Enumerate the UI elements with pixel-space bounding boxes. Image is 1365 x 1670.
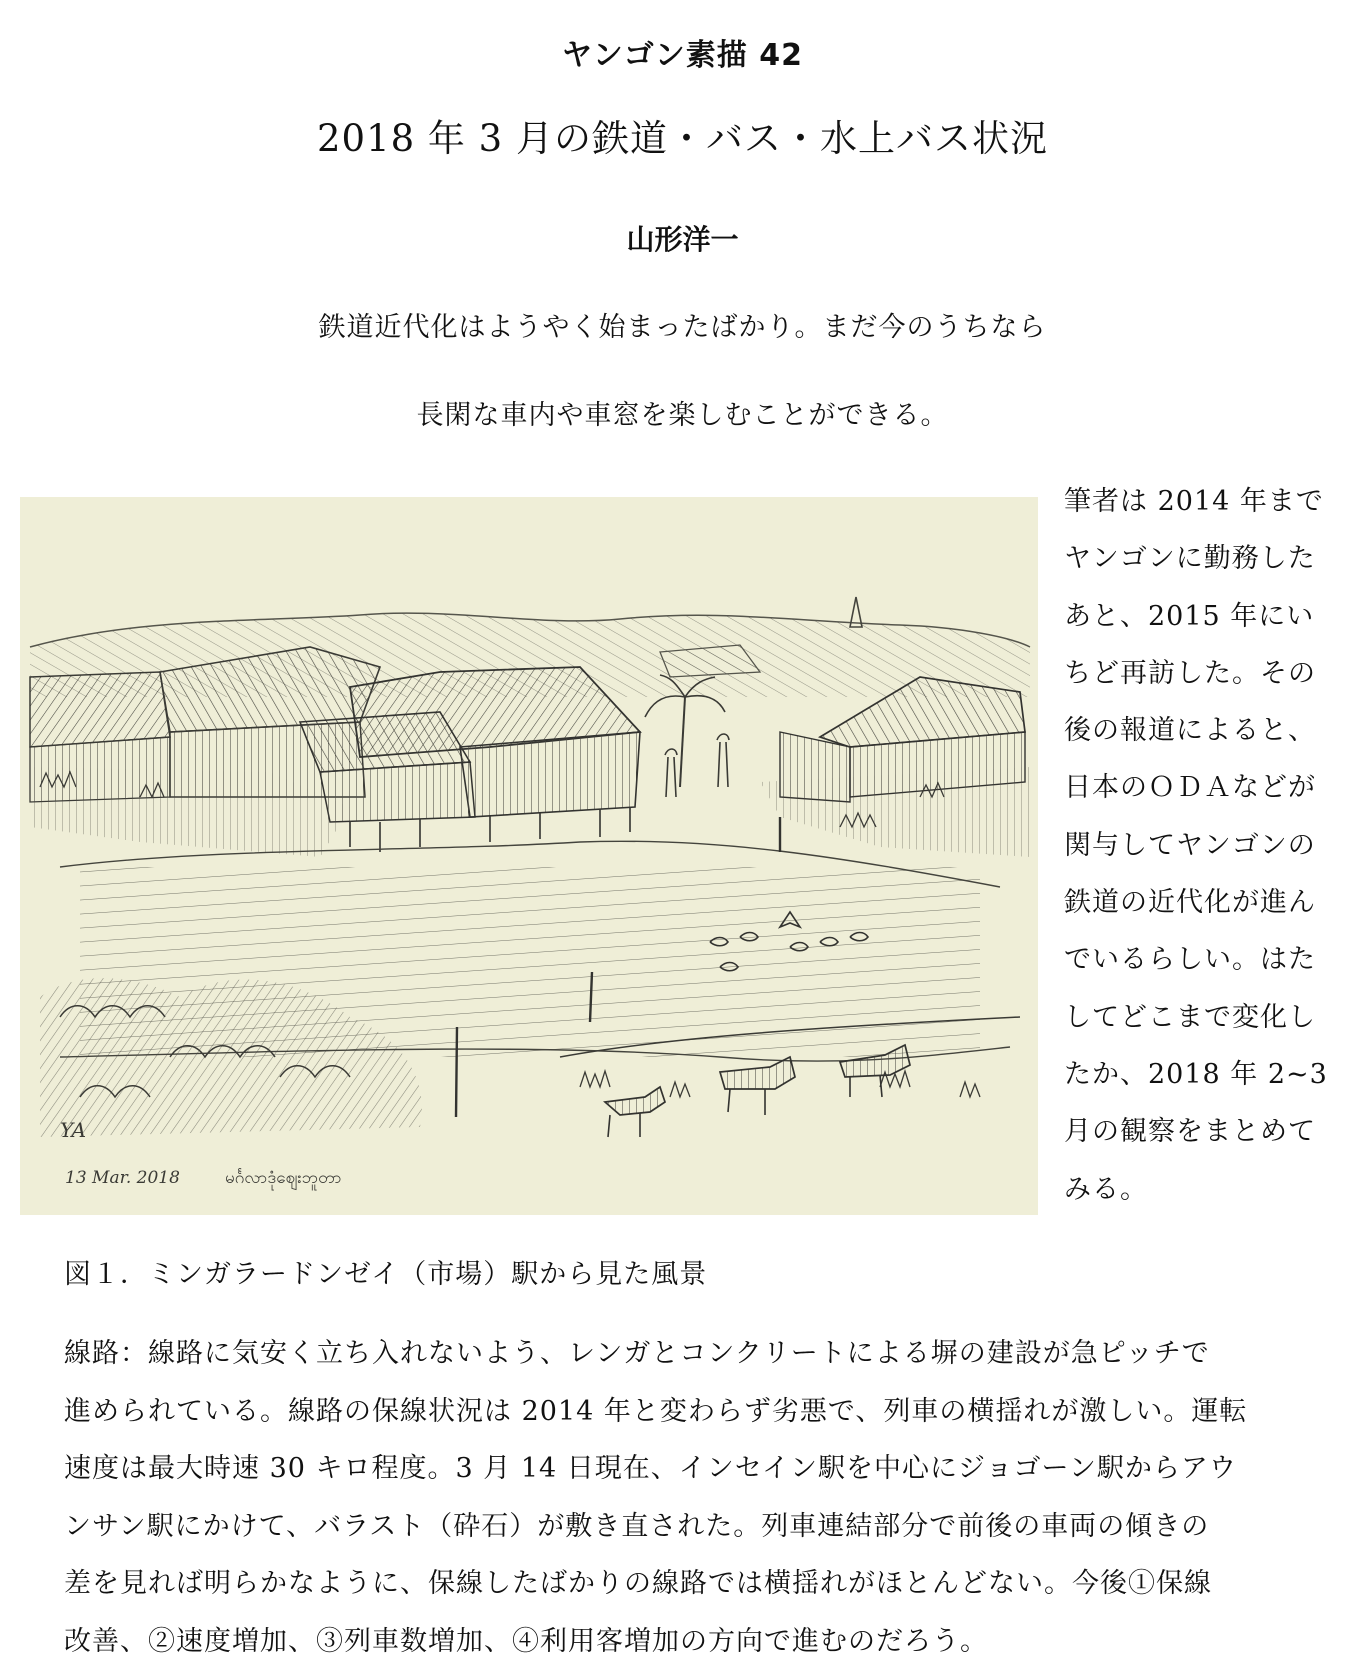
sidebar-line: 月の観察をまとめて [1064,1103,1354,1160]
sidebar-line: ちど再訪した。その [1064,645,1354,702]
body-line: ンサン駅にかけて、バラスト（砕石）が敷き直された。列車連結部分で前後の車両の傾きの [64,1498,1354,1556]
author-name: 山形洋一 [0,218,1365,258]
page-title: 2018 年 3 月の鉄道・バス・水上バス状況 [0,108,1365,162]
sidebar-line: あと、2015 年にい [1064,588,1354,645]
sketch-place-burmese: မင်္ဂလာဒုံဈေးဘူတာ [225,1168,342,1191]
body-paragraph [64,1325,1354,1670]
sidebar-paragraph [1064,473,1354,1218]
sidebar-line: 後の報道によると、 [1064,702,1354,759]
body-line: 改善、②速度増加、③列車数増加、④利用客増加の方向で進むのだろう。 [64,1613,1354,1670]
figure-caption: 図１．ミンガラードンゼイ（市場）駅から見た風景 [64,1252,707,1291]
sidebar-line: 関与してヤンゴンの [1064,817,1354,874]
sidebar-line: 日本のＯＤＡなどが [1064,759,1354,816]
sidebar-line: ヤンゴンに勤務した [1064,530,1354,587]
lead-line-1: 鉄道近代化はようやく始まったばかり。まだ今のうちなら [0,305,1365,344]
lead-line-2: 長閑な車内や車窓を楽しむことができる。 [0,393,1365,432]
sidebar-line: みる。 [1064,1161,1354,1218]
body-line: 差を見れば明らかなように、保線したばかりの線路では横揺れがほとんどない。今後①保線 [64,1555,1354,1613]
body-line: 進められている。線路の保線状況は 2014 年と変わらず劣悪で、列車の横揺れが激しい。運転 [64,1383,1354,1441]
body-line: 速度は最大時速 30 キロ程度。3 月 14 日現在、インセイン駅を中心にジョゴーン駅からアウ [64,1440,1354,1498]
sidebar-line: でいるらしい。はた [1064,931,1354,988]
sidebar-line: してどこまで変化し [1064,989,1354,1046]
pencil-sketch-figure [20,497,1038,1215]
sketch-initials: YA [60,1118,86,1142]
sidebar-line: 筆者は 2014 年まで [1064,473,1354,530]
sidebar-line: たか、2018 年 2~3 [1064,1046,1354,1103]
sketch-date: 13 Mar. 2018 [65,1168,180,1188]
sidebar-line: 鉄道の近代化が進ん [1064,874,1354,931]
body-line: 線路：線路に気安く立ち入れないよう、レンガとコンクリートによる塀の建設が急ピッチで [64,1325,1354,1383]
series-heading: ヤンゴン素描 42 [0,30,1365,74]
